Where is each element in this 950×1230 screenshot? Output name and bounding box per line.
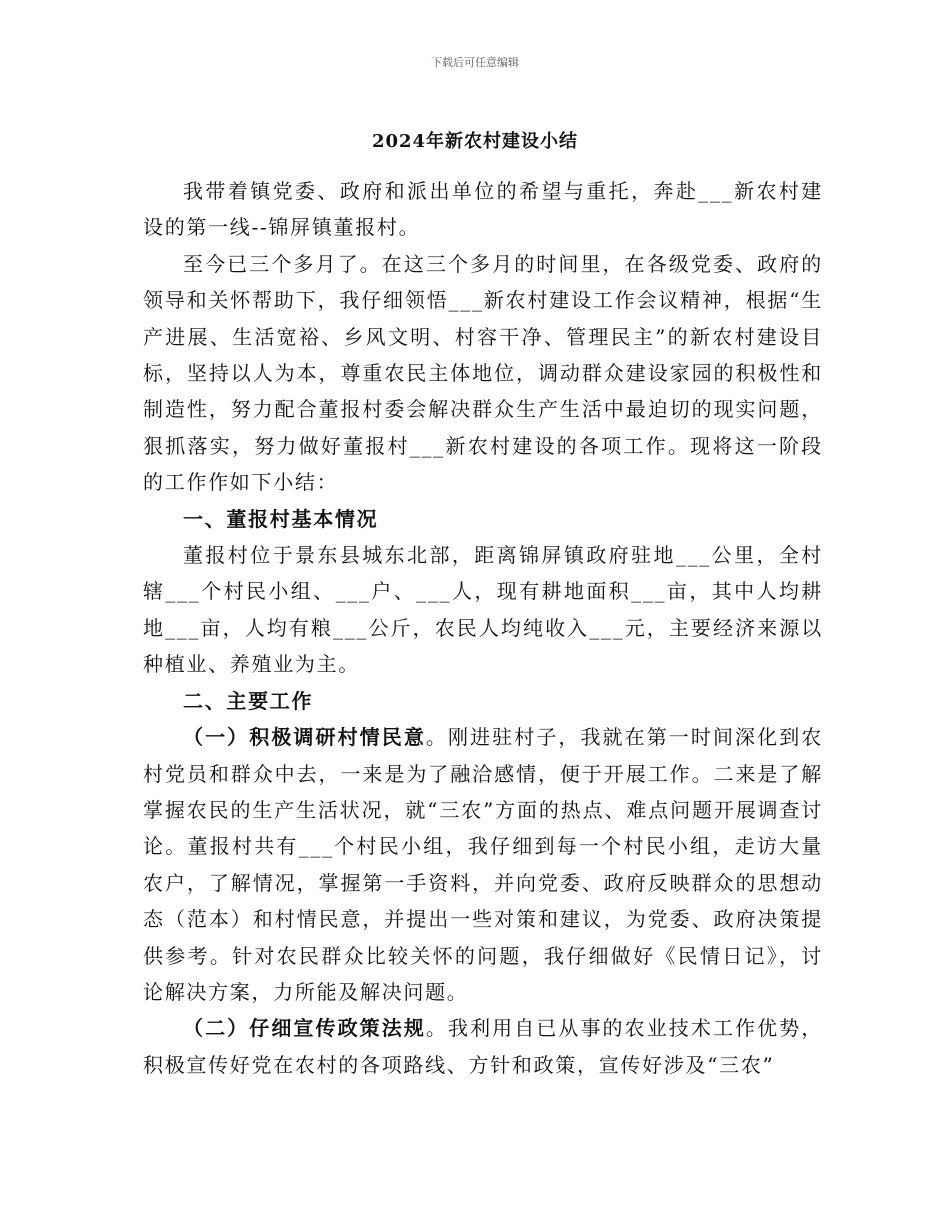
subheading-policy: （二）仔细宣传政策法规 [183, 1016, 426, 1041]
paragraph-intro: 我带着镇党委、政府和派出单位的希望与重托，奔赴___新农村建设的第一线--锦屏镇董报村。 [143, 179, 823, 240]
paragraph-research [143, 719, 823, 1010]
paragraph-policy-text: 。我利用自已从事的农业技术工作优势，积极宣传好党在农村的各项路线、方针和政策，宣传好涉及“三农” [143, 1016, 823, 1077]
paragraph-basic-info: 董报村位于景东县城东北部，距离锦屏镇政府驻地___公里，全村辖___个村民小组、___户、___人，现有耕地面积___亩，其中人均耕地___亩，人均有粮___公斤，农民人均纯收入___元，主要经济来源以种植业、养殖业为主。 [143, 543, 823, 677]
header-note: 下载后可任意编辑 [431, 56, 519, 69]
section-heading-basic-info: 一、董报村基本情况 [183, 506, 379, 531]
subheading-research: （一）积极调研村情民意 [183, 725, 426, 750]
paragraph-overview: 至今已三个多月了。在这三个多月的时间里，在各级党委、政府的领导和关怀帮助下，我仔细领悟___新农村建设工作会议精神，根据“生产进展、生活宽裕、乡风文明、村容干净、管理民主”的新农村建设目标，坚持以人为本，尊重农民主体地位，调动群众建设家园的积极性和制造性，努力配合董报村委会解决群众生产生活中最迫切的现实问题，狠抓落实，努力做好董报村___新农村建设的各项工作。现将这一阶段的工作作如下小结： [143, 251, 823, 495]
section-heading-main-work: 二、主要工作 [183, 688, 314, 713]
page-title: 2024年新农村建设小结 [371, 131, 579, 152]
document-body [143, 173, 823, 1083]
paragraph-policy [143, 1010, 823, 1083]
paragraph-research-text: 。刚进驻村子，我就在第一时间深化到农村党员和群众中去，一来是为了融洽感情，便于开展工作。二来是了解掌握农民的生产生活状况，就“三农”方面的热点、难点问题开展调查讨论。董报村共有___个村民小组，我仔细到每一个村民小组，走访大量农户，了解情况，掌握第一手资料，并向党委、政府反映群众的思想动态（范本）和村情民意，并提出一些对策和建议，为党委、政府决策提供参考。针对农民群众比较关怀的问题，我仔细做好《民情日记》，讨论解决方案，力所能及解决问题。 [143, 725, 823, 1004]
